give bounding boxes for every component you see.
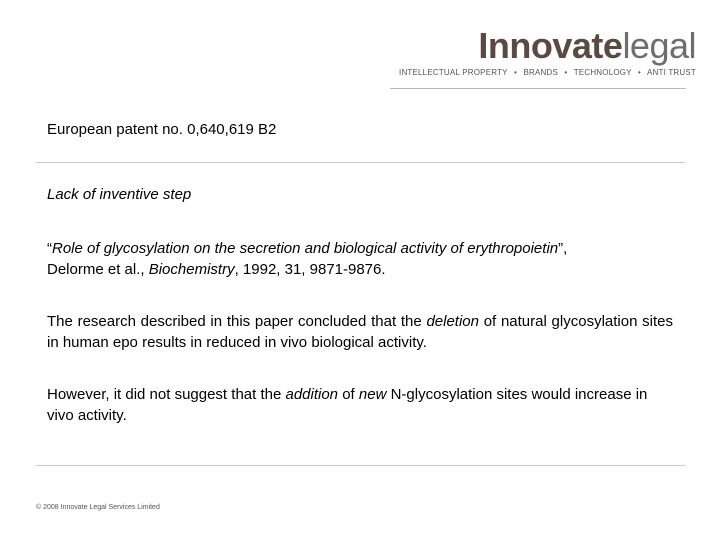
logo-tagline bbox=[399, 68, 696, 77]
tagline-separator: • bbox=[638, 68, 642, 77]
however-text-after: N-glycosylation sites would increase in vivo activity. bbox=[47, 386, 648, 424]
top-divider bbox=[36, 162, 685, 163]
tagline-separator: • bbox=[513, 68, 517, 77]
slide-title: European patent no. 0,640,619 B2 bbox=[47, 121, 277, 138]
citation-details: , 1992, 31, 9871-9876. bbox=[234, 261, 386, 278]
however-text-before: However, it did not suggest that the bbox=[47, 386, 282, 403]
citation-journal: Biochemistry bbox=[148, 261, 235, 278]
bottom-divider bbox=[36, 465, 685, 466]
research-text-before: The research described in this paper concluded that the bbox=[47, 313, 422, 330]
open-quote: “ bbox=[47, 240, 52, 257]
however-text-middle: of bbox=[342, 386, 355, 403]
footer-copyright: © 2008 Innovate Legal Services Limited bbox=[36, 504, 160, 511]
research-text-after: of natural glycosylation sites in human epo results in reduced in vivo biological activity. bbox=[47, 313, 673, 351]
tagline-item: TECHNOLOGY bbox=[573, 68, 632, 77]
tagline-item: BRANDS bbox=[523, 68, 558, 77]
tagline-item: ANTI TRUST bbox=[647, 68, 696, 77]
article-title: Role of glycosylation on the secretion and biological activity of erythropoietin bbox=[52, 240, 559, 257]
research-emphasis: deletion bbox=[426, 313, 479, 330]
citation-authors: Delorme et al., bbox=[47, 261, 145, 278]
logo-text-innovate: Innovate bbox=[478, 25, 623, 66]
however-emphasis-new: new bbox=[358, 386, 387, 403]
however-paragraph bbox=[47, 384, 673, 426]
tagline-item: INTELLECTUAL PROPERTY bbox=[399, 68, 508, 77]
research-paragraph bbox=[47, 311, 673, 353]
section-heading: Lack of inventive step bbox=[47, 186, 192, 203]
tagline-separator: • bbox=[564, 68, 568, 77]
citation-paragraph bbox=[47, 238, 673, 280]
company-logo bbox=[478, 25, 696, 66]
logo-text-legal: legal bbox=[622, 25, 696, 66]
close-quote: ”, bbox=[558, 240, 568, 257]
header-divider bbox=[390, 88, 686, 89]
however-emphasis-addition: addition bbox=[285, 386, 339, 403]
